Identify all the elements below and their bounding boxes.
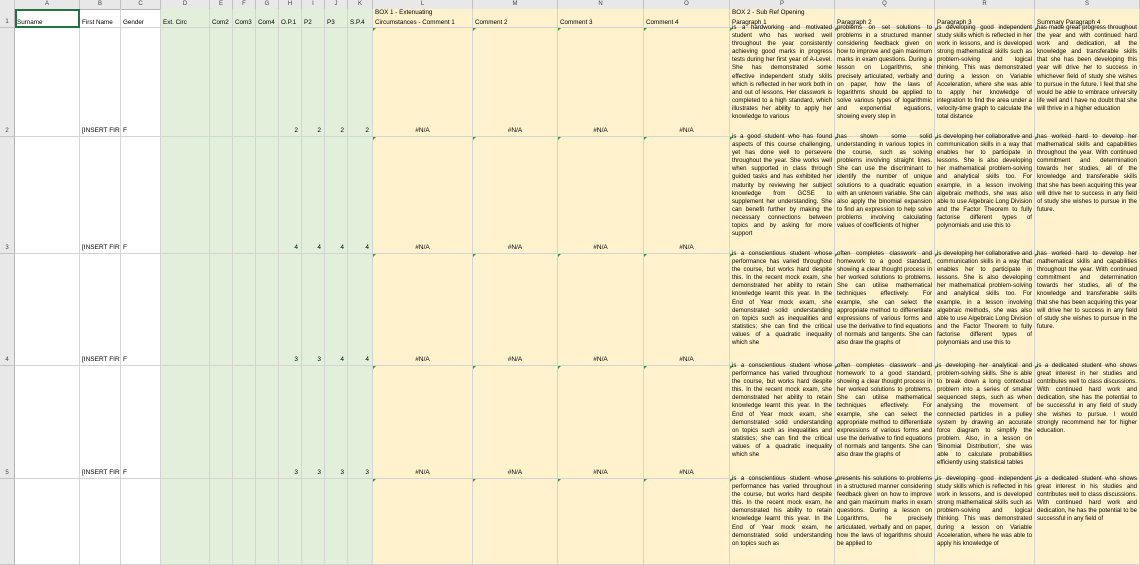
cell-i-row2[interactable] bbox=[302, 28, 325, 137]
cell-m-row3[interactable] bbox=[473, 137, 558, 254]
error-indicator-icon bbox=[558, 28, 561, 31]
comment-1-value: #N/A bbox=[415, 469, 430, 476]
p2-value: 3 bbox=[317, 469, 321, 476]
error-indicator-icon bbox=[644, 479, 647, 482]
comment-1-value: #N/A bbox=[415, 244, 430, 251]
cell-h-row2[interactable] bbox=[279, 28, 302, 137]
paragraph-1-text: is a hardworking and motivated student who has worked well throughout the year consistently achieving good marks in progress tests during her first year of A-Level. She has demonstrated some effective independent study skills which is reflected in her work both in and out of lessons. Her classwork is completed to a high standard, which illustrates her ability to apply her knowledge to various bbox=[732, 24, 832, 121]
header-label: P3 bbox=[327, 19, 335, 26]
paragraph-3-text: is developing good independent study skills which is reflected in his work in lessons, and is developed strong mathematical skills such as problem-solving and logical thinking. This was demonstrated during a lesson on Variable Acceleration, where he was able to apply his knowledge of bbox=[937, 475, 1032, 547]
cell-j-row4[interactable] bbox=[325, 254, 348, 366]
cell-d-row5[interactable] bbox=[161, 366, 210, 479]
cell-s-row6[interactable] bbox=[1035, 475, 1140, 565]
cell-a-row2[interactable] bbox=[15, 28, 80, 137]
gender-value: F bbox=[123, 469, 127, 476]
header-cell-j[interactable] bbox=[325, 9, 348, 28]
header-label: Comment 3 bbox=[560, 19, 593, 26]
paragraph-2-text: problems on set solutions to problems in a structured manner considering feedback given on how to improve and gain maximum marks in exam questions. During a lesson on Logarithms, she precisely articulated, verbally and on paper, how the laws of logarithms should be applied to solve various types of logarithmic and exponential equations, showing every step in bbox=[837, 24, 932, 121]
header-group-label: BOX 2 - Sub Ref Opening bbox=[732, 9, 805, 16]
cell-b-row5[interactable] bbox=[80, 366, 121, 479]
cell-r-row4[interactable] bbox=[935, 250, 1035, 366]
cell-f-row5[interactable] bbox=[233, 366, 256, 479]
paragraph-1-text: is a conscientious student whose performance has varied throughout the course, but works hard despite this. In the recent mock exam, she demonstrated her ability to retain knowledge learnt this year. In the End of Year mock exam, she demonstrated solid understanding on topics such as inequalities and statistics; she can find the critical values of a quadratic inequality which she bbox=[732, 362, 832, 459]
cell-c-row3[interactable] bbox=[121, 137, 161, 254]
cell-c-row2[interactable] bbox=[121, 28, 161, 137]
comment-2-value: #N/A bbox=[507, 244, 523, 251]
row-header-3[interactable] bbox=[0, 137, 15, 254]
row-header-2[interactable] bbox=[0, 28, 15, 137]
cell-k-row5[interactable] bbox=[348, 366, 373, 479]
comment-1-value: #N/A bbox=[415, 356, 430, 363]
gender-value: F bbox=[123, 244, 127, 251]
cell-b-row6[interactable] bbox=[80, 479, 121, 565]
cell-b-row4[interactable] bbox=[80, 254, 121, 366]
sp4-value: 4 bbox=[365, 244, 369, 251]
cell-r-row5[interactable] bbox=[935, 362, 1035, 479]
cell-g-row3[interactable] bbox=[256, 137, 279, 254]
cell-j-row6[interactable] bbox=[325, 479, 348, 565]
error-indicator-icon bbox=[373, 28, 376, 31]
cell-o-row4[interactable] bbox=[644, 254, 730, 366]
header-cell-e[interactable] bbox=[210, 9, 233, 28]
header-cell-i[interactable] bbox=[302, 9, 325, 28]
paragraph-3-text: is developing her analytical and problem-solving skills. She is able to break down a long contextual problem into a series of smaller sequenced steps, such as when analysing the movement of connected particles in a pulley system by drawing an accurate force diagram to simplify the problem. Also, in a lesson on 'Binomial Distribution', she was able to calculate probabilities efficiently using statistical tables bbox=[937, 362, 1032, 467]
column-header-e[interactable]: E bbox=[210, 0, 233, 9]
cell-n-row4[interactable] bbox=[558, 254, 644, 366]
header-cell-n[interactable] bbox=[558, 9, 644, 28]
cell-g-row4[interactable] bbox=[256, 254, 279, 366]
row-number: 2 bbox=[5, 128, 9, 134]
cell-e-row5[interactable] bbox=[210, 366, 233, 479]
column-header-k[interactable]: K bbox=[348, 0, 373, 9]
error-indicator-icon bbox=[558, 254, 561, 257]
cell-k-row2[interactable] bbox=[348, 28, 373, 137]
cell-i-row3[interactable] bbox=[302, 137, 325, 254]
p2-value: 2 bbox=[317, 127, 321, 134]
p3-value: 4 bbox=[340, 356, 344, 363]
comment-2-value: #N/A bbox=[507, 356, 523, 363]
cell-k-row3[interactable] bbox=[348, 137, 373, 254]
cell-m-row2[interactable] bbox=[473, 28, 558, 137]
cell-h-row6[interactable] bbox=[279, 479, 302, 565]
header-cell-g[interactable] bbox=[256, 9, 279, 28]
cell-o-row6[interactable] bbox=[644, 479, 730, 565]
header-label: Comment 2 bbox=[475, 19, 508, 26]
cell-p-row2[interactable] bbox=[730, 24, 835, 137]
first-name-value: [INSERT FIR bbox=[82, 244, 120, 251]
cell-q-row2[interactable] bbox=[835, 24, 935, 137]
comment-2-value: #N/A bbox=[507, 469, 523, 476]
header-cell-o[interactable] bbox=[644, 9, 730, 28]
p2-value: 3 bbox=[317, 356, 321, 363]
error-indicator-icon bbox=[373, 254, 376, 257]
cell-o-row3[interactable] bbox=[644, 137, 730, 254]
p3-value: 2 bbox=[340, 127, 344, 134]
comment-4-value: #N/A bbox=[679, 469, 694, 476]
cell-e-row2[interactable] bbox=[210, 28, 233, 137]
cell-m-row6[interactable] bbox=[473, 479, 558, 565]
header-label: S.P.4 bbox=[350, 19, 365, 26]
cell-s-row2[interactable] bbox=[1035, 24, 1140, 137]
cell-k-row6[interactable] bbox=[348, 479, 373, 565]
error-indicator-icon bbox=[473, 137, 476, 140]
header-label: First Name bbox=[82, 19, 113, 26]
header-label: Comment 4 bbox=[646, 19, 679, 26]
cell-n-row3[interactable] bbox=[558, 137, 644, 254]
cell-h-row3[interactable] bbox=[279, 137, 302, 254]
column-header-o[interactable]: O bbox=[644, 0, 730, 9]
paragraph-2-text: often completes classwork and homework to a good standard, showing a clear thought process in her worked solutions to problems. She can utilise mathematical techniques effectively. For example, she can select the appropriate method to differentiate expressions of various forms and use the derivative to find equations of normals and tangents. She can also draw the graphs of bbox=[837, 250, 932, 347]
error-indicator-icon bbox=[558, 137, 561, 140]
column-header-s[interactable]: S bbox=[1035, 0, 1140, 9]
header-label: Gender bbox=[123, 19, 145, 26]
row-header-4[interactable] bbox=[0, 254, 15, 366]
error-indicator-icon bbox=[644, 28, 647, 31]
column-header-n[interactable]: N bbox=[558, 0, 644, 9]
cell-m-row4[interactable] bbox=[473, 254, 558, 366]
header-label: P2 bbox=[304, 19, 312, 26]
header-label: Ext. Circ bbox=[163, 19, 187, 26]
cell-d-row2[interactable] bbox=[161, 28, 210, 137]
cell-n-row2[interactable] bbox=[558, 28, 644, 137]
error-indicator-icon bbox=[558, 366, 561, 369]
sp4-value: 2 bbox=[365, 127, 369, 134]
header-cell-m[interactable] bbox=[473, 9, 558, 28]
p3-value: 4 bbox=[340, 244, 344, 251]
select-all-corner[interactable] bbox=[0, 0, 15, 9]
cell-g-row6[interactable] bbox=[256, 479, 279, 565]
error-indicator-icon bbox=[373, 137, 376, 140]
op1-value: 2 bbox=[294, 127, 298, 134]
header-cell-h[interactable] bbox=[279, 9, 302, 28]
cell-o-row2[interactable] bbox=[644, 28, 730, 137]
cell-o-row5[interactable] bbox=[644, 366, 730, 479]
cell-r-row6[interactable] bbox=[935, 475, 1035, 565]
comment-4-value: #N/A bbox=[679, 356, 694, 363]
cell-n-row6[interactable] bbox=[558, 479, 644, 565]
cell-r-row3[interactable] bbox=[935, 133, 1035, 254]
cell-s-row3[interactable] bbox=[1035, 133, 1140, 254]
cell-b-row2[interactable] bbox=[80, 28, 121, 137]
op1-value: 3 bbox=[294, 356, 298, 363]
column-header-r[interactable]: R bbox=[935, 0, 1035, 9]
column-header-f[interactable]: F bbox=[233, 0, 256, 9]
paragraph-2-text: presents his solutions to problems in a structured manner considering feedback given on how to improve and gain maximum marks in exam questions. During a lesson on Logarithms, he precisely articulated, verbally and on paper, how the laws of logarithms should be applied to bbox=[837, 475, 932, 547]
cell-g-row2[interactable] bbox=[256, 28, 279, 137]
column-header-a[interactable]: A bbox=[15, 0, 80, 9]
comment-3-value: #N/A bbox=[593, 127, 608, 134]
column-header-b[interactable]: B bbox=[80, 0, 121, 9]
cell-d-row3[interactable] bbox=[161, 137, 210, 254]
header-label: Paragraph 2 bbox=[837, 19, 872, 26]
cell-p-row6[interactable] bbox=[730, 475, 835, 565]
comment-4-value: #N/A bbox=[679, 127, 694, 134]
summary-paragraph-text: has worked hard to develop her mathematical skills and capabilities throughout the year. With continued commitment and determination towards her studies, all of the knowledge and transferable skills that she has been acquiring this year will drive her to success in any field of study she wishes to pursue in the future. bbox=[1037, 250, 1137, 330]
cell-i-row4[interactable] bbox=[302, 254, 325, 366]
cell-q-row5[interactable] bbox=[835, 362, 935, 479]
cell-l-row4[interactable] bbox=[373, 254, 473, 366]
paragraph-2-text: has shown some solid understanding in various topics in the course, such as solving problems involving straight lines. She can use the discriminant to identify the number of unique solutions to a quadratic equation with an unknown variable. She can also apply the binomial expansion to find an expression to help solve problems involving calculating values of coefficients of higher bbox=[837, 133, 932, 230]
error-indicator-icon bbox=[473, 366, 476, 369]
error-indicator-icon bbox=[473, 254, 476, 257]
column-header-c[interactable]: C bbox=[121, 0, 161, 9]
comment-2-value: #N/A bbox=[507, 127, 523, 134]
error-indicator-icon bbox=[558, 479, 561, 482]
column-header-q[interactable]: Q bbox=[835, 0, 935, 9]
cell-a-row4[interactable] bbox=[15, 254, 80, 366]
cell-c-row4[interactable] bbox=[121, 254, 161, 366]
header-label: Com4 bbox=[258, 19, 275, 26]
p3-value: 3 bbox=[340, 469, 344, 476]
error-indicator-icon bbox=[644, 366, 647, 369]
header-label: Com3 bbox=[235, 19, 252, 26]
column-header-h[interactable]: H bbox=[279, 0, 302, 9]
row-number: 4 bbox=[5, 357, 9, 363]
cell-f-row2[interactable] bbox=[233, 28, 256, 137]
cell-h-row5[interactable] bbox=[279, 366, 302, 479]
cell-g-row5[interactable] bbox=[256, 366, 279, 479]
first-name-value: [INSERT FIR bbox=[82, 356, 120, 363]
cell-n-row5[interactable] bbox=[558, 366, 644, 479]
cell-s-row5[interactable] bbox=[1035, 362, 1140, 479]
comment-3-value: #N/A bbox=[593, 356, 608, 363]
op1-value: 4 bbox=[294, 244, 298, 251]
cell-m-row5[interactable] bbox=[473, 366, 558, 479]
cell-h-row4[interactable] bbox=[279, 254, 302, 366]
header-label: Surname bbox=[17, 19, 43, 26]
row-header-5[interactable] bbox=[0, 366, 15, 479]
cell-i-row6[interactable] bbox=[302, 479, 325, 565]
row-header-1[interactable] bbox=[0, 9, 15, 28]
header-cell-d[interactable] bbox=[161, 9, 210, 28]
column-header-p[interactable]: P bbox=[730, 0, 835, 9]
header-cell-c[interactable] bbox=[121, 9, 161, 28]
cell-k-row4[interactable] bbox=[348, 254, 373, 366]
cell-f-row6[interactable] bbox=[233, 479, 256, 565]
paragraph-3-text: is developing good independent study skills which is reflected in her work in lessons, and is developed strong mathematical skills such as problem-solving and logical thinking. This was demonstrated during a lesson on Variable Acceleration, where she was able to apply her knowledge of integration to find the area under a velocity-time graph to calculate the total distance bbox=[937, 24, 1032, 121]
header-label: O.P.1 bbox=[281, 19, 297, 26]
header-group-label: BOX 1 - Extenuating bbox=[375, 9, 433, 16]
cell-a-row6[interactable] bbox=[15, 479, 80, 565]
paragraph-3-text: is developing her collaborative and communication skills in a way that enables her to participate in lessons. She is also developing her mathematical problem-solving and analytical skills too. For example, in a lesson involving algebraic methods, she was also able to use Algebraic Long Division and the Factor Theorem to fully factorise different types of polynomials and use this to bbox=[937, 250, 1032, 347]
row-number: 1 bbox=[5, 19, 9, 25]
cell-q-row6[interactable] bbox=[835, 475, 935, 565]
column-header-l[interactable]: L bbox=[373, 0, 473, 9]
cell-l-row2[interactable] bbox=[373, 28, 473, 137]
summary-paragraph-text: is a dedicated student who shows great interest in his studies and contributes well to class discussions. With continued hard work and dedication, he has the potential to be successful in any field of bbox=[1037, 475, 1137, 523]
column-header-g[interactable]: G bbox=[256, 0, 279, 9]
spreadsheet-grid[interactable] bbox=[15, 9, 1140, 565]
error-indicator-icon bbox=[473, 28, 476, 31]
error-indicator-icon bbox=[644, 254, 647, 257]
cell-j-row5[interactable] bbox=[325, 366, 348, 479]
column-header-d[interactable]: D bbox=[161, 0, 210, 9]
comment-3-value: #N/A bbox=[593, 469, 608, 476]
row-number: 3 bbox=[5, 245, 9, 251]
header-label: Summary Paragraph 4 bbox=[1037, 19, 1101, 26]
paragraph-1-text: is a conscientious student whose performance has varied throughout the course, but works hard despite this. In the recent mock exam, she demonstrated her ability to retain knowledge learnt this year. In the End of Year mock exam, she demonstrated solid understanding on topics such as inequalities and statistics; she can find the critical values of a quadratic inequality which she bbox=[732, 250, 832, 347]
paragraph-1-text: is a conscientious student whose performance has varied throughout the course, but works hard despite this. In the recent mock exam, he demonstrated his ability to retain knowledge learnt this year. In the End of Year mock exam, he demonstrated solid understanding on topics such as bbox=[732, 475, 832, 547]
row-number: 5 bbox=[5, 470, 9, 476]
cell-f-row4[interactable] bbox=[233, 254, 256, 366]
cell-p-row3[interactable] bbox=[730, 133, 835, 254]
sp4-value: 3 bbox=[365, 469, 369, 476]
cell-j-row2[interactable] bbox=[325, 28, 348, 137]
header-cell-f[interactable] bbox=[233, 9, 256, 28]
header-cell-a[interactable] bbox=[15, 9, 80, 28]
summary-paragraph-text: is a dedicated student who shows great interest in her studies and contributes well to class discussions. With continued hard work and dedication, she has the potential to be successful in any field of study she wishes to pursue. I would strongly recommend her for higher education. bbox=[1037, 362, 1137, 434]
cell-c-row5[interactable] bbox=[121, 366, 161, 479]
error-indicator-icon bbox=[644, 137, 647, 140]
cell-l-row3[interactable] bbox=[373, 137, 473, 254]
column-header-i[interactable]: I bbox=[302, 0, 325, 9]
paragraph-1-text: is a good student who has found aspects of this course challenging, yet has done well to persevere throughout the year. She works well when supported in class through guided tasks and has exhibited her maturity by reviewing her subject knowledge from GCSE to supplement her understanding. She can benefit further by making the necessary connections between topics and by asking for more support bbox=[732, 133, 832, 238]
cell-e-row4[interactable] bbox=[210, 254, 233, 366]
error-indicator-icon bbox=[373, 366, 376, 369]
cell-e-row3[interactable] bbox=[210, 137, 233, 254]
header-label: Circumstances - Comment 1 bbox=[375, 19, 455, 26]
cell-d-row6[interactable] bbox=[161, 479, 210, 565]
cell-s-row4[interactable] bbox=[1035, 250, 1140, 366]
column-header-j[interactable]: J bbox=[325, 0, 348, 9]
comment-3-value: #N/A bbox=[593, 244, 608, 251]
header-label: Paragraph 3 bbox=[937, 19, 972, 26]
header-cell-b[interactable] bbox=[80, 9, 121, 28]
cell-p-row4[interactable] bbox=[730, 250, 835, 366]
cell-j-row3[interactable] bbox=[325, 137, 348, 254]
cell-a-row3[interactable] bbox=[15, 137, 80, 254]
cell-p-row5[interactable] bbox=[730, 362, 835, 479]
gender-value: F bbox=[123, 356, 127, 363]
error-indicator-icon bbox=[373, 479, 376, 482]
cell-a-row5[interactable] bbox=[15, 366, 80, 479]
error-indicator-icon bbox=[473, 479, 476, 482]
sp4-value: 4 bbox=[365, 356, 369, 363]
op1-value: 3 bbox=[294, 469, 298, 476]
cell-b-row3[interactable] bbox=[80, 137, 121, 254]
summary-paragraph-text: has worked hard to develop her mathematical skills and capabilities throughout the year. With continued commitment and determination towards her studies, all of the knowledge and transferable skills that she has been acquiring this year will drive her to success in any field of study she wishes to pursue in the future. bbox=[1037, 133, 1137, 213]
column-header-m[interactable]: M bbox=[473, 0, 558, 9]
header-label: Com2 bbox=[212, 19, 229, 26]
cell-r-row2[interactable] bbox=[935, 24, 1035, 137]
cell-c-row6[interactable] bbox=[121, 479, 161, 565]
paragraph-2-text: often completes classwork and homework to a good standard, showing a clear thought process in her worked solutions to problems. She can utilise mathematical techniques effectively. For example, she can select the appropriate method to differentiate expressions of various forms and use the derivative to find equations of normals and tangents. She can also draw the graphs of bbox=[837, 362, 932, 459]
p2-value: 4 bbox=[317, 244, 321, 251]
gender-value: F bbox=[123, 127, 127, 134]
cell-f-row3[interactable] bbox=[233, 137, 256, 254]
cell-l-row5[interactable] bbox=[373, 366, 473, 479]
cell-q-row4[interactable] bbox=[835, 250, 935, 366]
cell-d-row4[interactable] bbox=[161, 254, 210, 366]
first-name-value: [INSERT FIR bbox=[82, 469, 120, 476]
comment-1-value: #N/A bbox=[415, 127, 430, 134]
first-name-value: [INSERT FIR bbox=[82, 127, 120, 134]
cell-l-row6[interactable] bbox=[373, 479, 473, 565]
cell-e-row6[interactable] bbox=[210, 479, 233, 565]
cell-q-row3[interactable] bbox=[835, 133, 935, 254]
paragraph-3-text: is developing her collaborative and communication skills in a way that enables her to participate in lessons. She is also developing her mathematical problem-solving and analytical skills too. For example, in a lesson involving algebraic methods, she was also able to use Algebraic Long Division and the Factor Theorem to fully factorise different types of polynomials and use this to bbox=[937, 133, 1032, 230]
header-label: Paragraph 1 bbox=[732, 19, 767, 26]
row-header-6[interactable] bbox=[0, 479, 15, 565]
header-cell-k[interactable] bbox=[348, 9, 373, 28]
summary-paragraph-text: has made great progress throughout the year and with continued hard work and dedication, all the knowledge and transferable skills that she has been developing this year will drive her to success in whichever field of study she wishes to pursue in the future. I feel that she would be able to embrace university life well and I have no doubt that she will thrive in a higher education bbox=[1037, 24, 1137, 112]
header-cell-l[interactable] bbox=[373, 9, 473, 28]
comment-4-value: #N/A bbox=[679, 244, 694, 251]
cell-i-row5[interactable] bbox=[302, 366, 325, 479]
